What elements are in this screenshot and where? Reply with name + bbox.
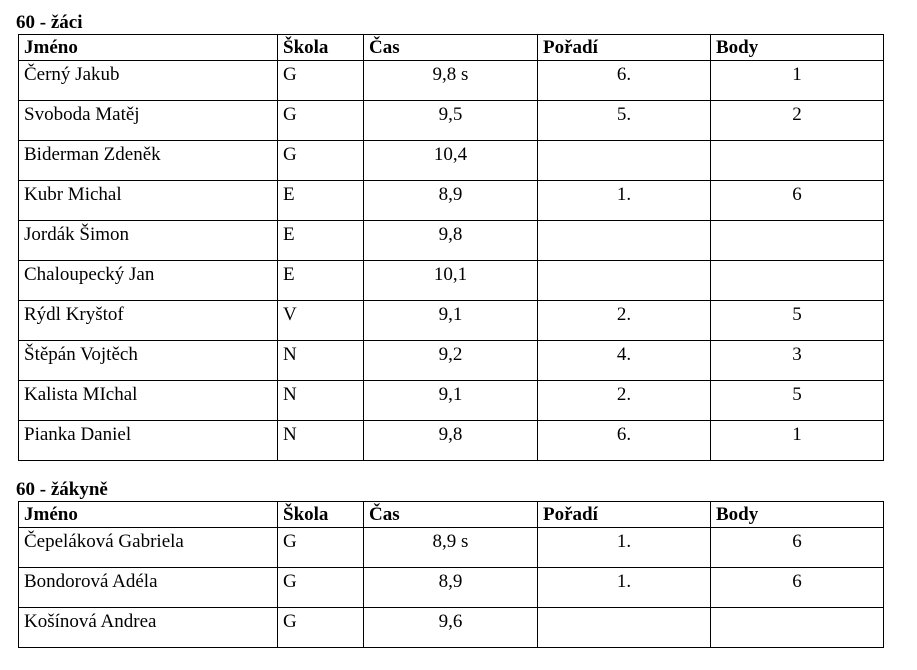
cell-points [711,221,884,261]
cell-points: 1 [711,421,884,461]
cell-points: 3 [711,341,884,381]
cell-points: 5 [711,301,884,341]
cell-rank: 1. [538,528,711,568]
section-title: 60 - žákyně [16,479,108,500]
header-points: Body [711,35,884,61]
section-title: 60 - žáci [16,12,83,33]
cell-time: 9,1 [364,381,538,421]
cell-rank [538,261,711,301]
header-points: Body [711,502,884,528]
header-rank: Pořadí [538,35,711,61]
cell-school: G [278,568,364,608]
cell-name: Chaloupecký Jan [19,261,278,301]
section-girls [18,479,884,648]
cell-school: G [278,141,364,181]
cell-name: Pianka Daniel [19,421,278,461]
cell-time: 8,9 [364,568,538,608]
cell-time: 9,8 s [364,61,538,101]
cell-name: Kubr Michal [19,181,278,221]
cell-school: G [278,528,364,568]
cell-name: Čepeláková Gabriela [19,528,278,568]
table-row [19,568,884,608]
cell-time: 8,9 s [364,528,538,568]
table-row [19,341,884,381]
table-row [19,141,884,181]
cell-time: 9,8 [364,421,538,461]
table-row [19,181,884,221]
header-time: Čas [364,35,538,61]
cell-rank: 2. [538,301,711,341]
cell-time: 8,9 [364,181,538,221]
cell-rank: 6. [538,61,711,101]
cell-rank: 2. [538,381,711,421]
header-name: Jméno [19,35,278,61]
header-school: Škola [278,502,364,528]
cell-points [711,608,884,648]
cell-school: E [278,261,364,301]
cell-name: Štěpán Vojtěch [19,341,278,381]
cell-rank [538,221,711,261]
cell-name: Černý Jakub [19,61,278,101]
cell-time: 9,1 [364,301,538,341]
cell-school: G [278,608,364,648]
cell-points: 6 [711,568,884,608]
cell-points: 6 [711,528,884,568]
cell-time: 9,2 [364,341,538,381]
cell-rank [538,141,711,181]
cell-school: N [278,381,364,421]
table-row [19,528,884,568]
table-row [19,101,884,141]
table-row [19,421,884,461]
header-rank: Pořadí [538,502,711,528]
table-row [19,608,884,648]
cell-school: E [278,221,364,261]
cell-school: N [278,421,364,461]
cell-time: 9,5 [364,101,538,141]
table-row [19,301,884,341]
cell-name: Jordák Šimon [19,221,278,261]
results-table [18,34,884,461]
cell-time: 9,8 [364,221,538,261]
table-row [19,61,884,101]
cell-points: 6 [711,181,884,221]
cell-points: 1 [711,61,884,101]
cell-rank [538,608,711,648]
cell-time: 10,1 [364,261,538,301]
cell-school: G [278,101,364,141]
cell-school: G [278,61,364,101]
cell-rank: 4. [538,341,711,381]
table-row [19,381,884,421]
header-name: Jméno [19,502,278,528]
cell-name: Biderman Zdeněk [19,141,278,181]
cell-name: Rýdl Kryštof [19,301,278,341]
cell-rank: 5. [538,101,711,141]
cell-name: Bondorová Adéla [19,568,278,608]
table-header-row [19,502,884,528]
header-time: Čas [364,502,538,528]
table-row [19,221,884,261]
cell-name: Svoboda Matěj [19,101,278,141]
cell-school: E [278,181,364,221]
cell-name: Košínová Andrea [19,608,278,648]
cell-school: V [278,301,364,341]
cell-rank: 6. [538,421,711,461]
section-boys [18,12,884,461]
table-row [19,261,884,301]
cell-school: N [278,341,364,381]
cell-points [711,141,884,181]
cell-time: 9,6 [364,608,538,648]
cell-rank: 1. [538,568,711,608]
cell-points [711,261,884,301]
results-table [18,501,884,648]
cell-points: 5 [711,381,884,421]
cell-rank: 1. [538,181,711,221]
cell-points: 2 [711,101,884,141]
header-school: Škola [278,35,364,61]
cell-name: Kalista MIchal [19,381,278,421]
cell-time: 10,4 [364,141,538,181]
table-header-row [19,35,884,61]
